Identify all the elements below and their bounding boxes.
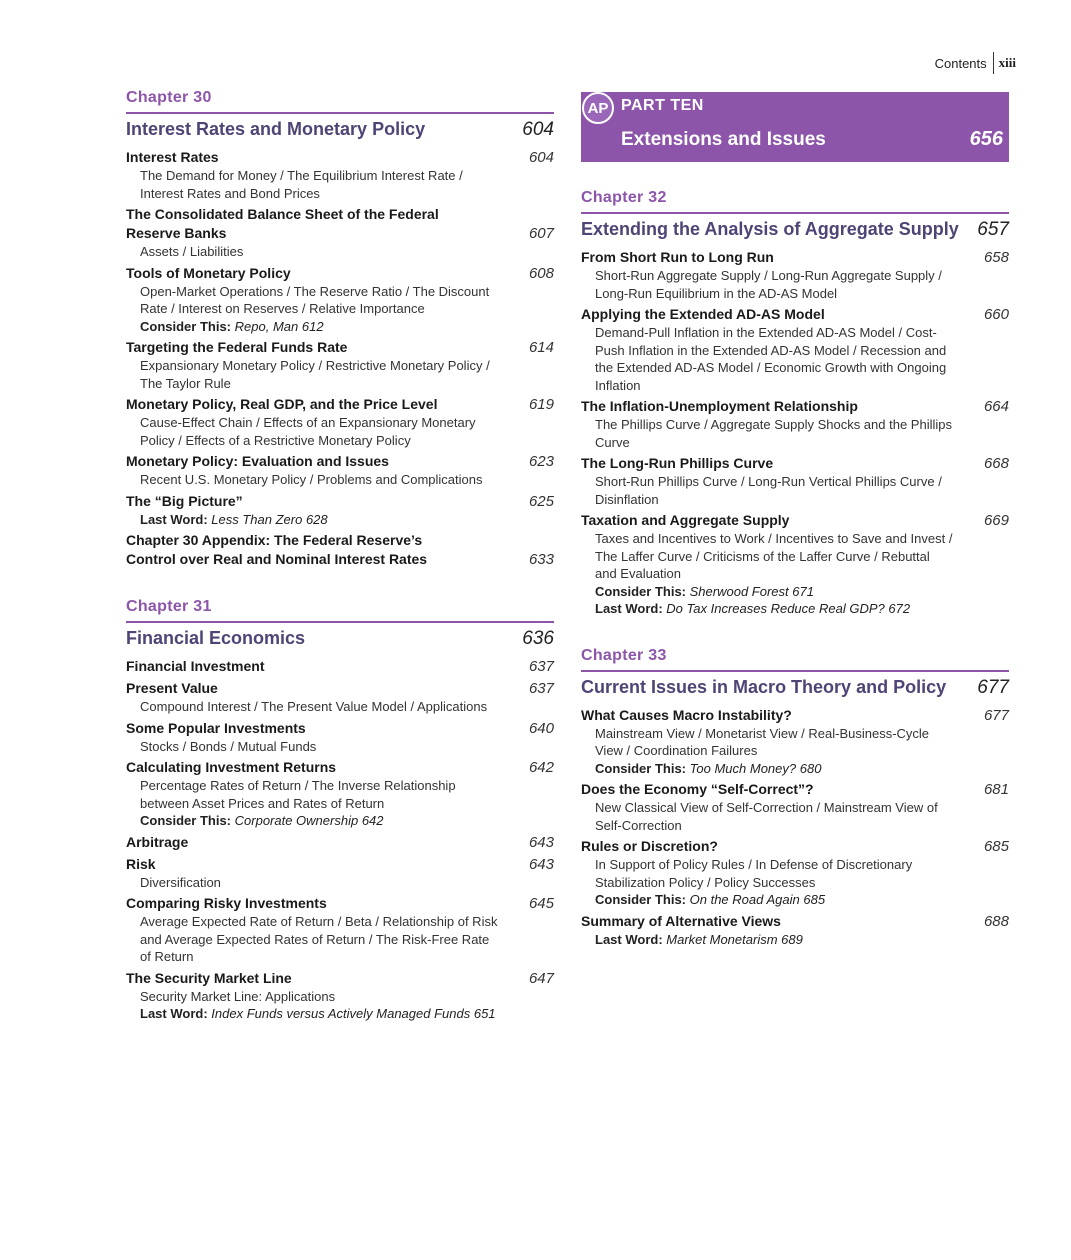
toc-section (126, 894, 554, 966)
feature-line (581, 891, 1009, 909)
section-topics: Security Market Line: Applications (140, 988, 336, 1004)
feature-label: Consider This: (595, 892, 687, 907)
section-heading (126, 205, 554, 243)
chapter-block (126, 597, 554, 1023)
toc-section (581, 248, 1009, 302)
section-heading (581, 780, 1009, 799)
chapter-heading (126, 621, 554, 651)
section-heading (126, 758, 554, 777)
toc-section (126, 531, 554, 569)
feature-title[interactable]: Repo, Man (234, 318, 299, 334)
section-page-number: 660 (983, 306, 1009, 323)
feature-label: Consider This: (595, 583, 687, 599)
toc-section (126, 492, 554, 529)
toc-section (126, 855, 554, 892)
section-page-number: 668 (983, 455, 1009, 472)
toc-section (126, 338, 554, 392)
toc-section (581, 780, 1009, 834)
feature-label: Consider This: (595, 760, 687, 776)
chapter-page-number: 677 (977, 676, 1009, 698)
part-title[interactable]: Extensions and Issues (621, 129, 826, 150)
feature-title[interactable]: On the Road Again (689, 892, 800, 907)
feature-line (126, 812, 554, 830)
section-heading (581, 397, 1009, 416)
feature-page-number: 671 (792, 583, 814, 599)
feature-page-number: 689 (781, 931, 803, 947)
toc-section (126, 264, 554, 336)
section-topics: The Demand for Money / The Equilibrium Interest Rate / Interest Rates and Bond Prices (140, 168, 463, 201)
section-page-number: 604 (528, 149, 554, 166)
section-title[interactable]: Targeting the Federal Funds Rate (126, 339, 348, 355)
section-topics: Percentage Rates of Return / The Inverse Relationship between Asset Prices and Rates of Return (140, 778, 456, 811)
section-topics: Cause-Effect Chain / Effects of an Expansionary Monetary Policy / Effects of a Restrictive Monetary Policy (140, 415, 476, 448)
section-page-number: 647 (528, 969, 554, 987)
section-title[interactable]: Present Value (126, 680, 218, 696)
toc-section (126, 758, 554, 830)
toc-section (581, 454, 1009, 508)
section-page-number: 633 (528, 551, 554, 568)
left-column (126, 88, 554, 1051)
toc-section (581, 397, 1009, 451)
section-heading (126, 338, 554, 357)
toc-section (581, 511, 1009, 618)
section-topics: Mainstream View / Monetarist View / Real-Business-Cycle View / Coordination Failures (595, 725, 930, 758)
section-title[interactable]: The Security Market Line (126, 969, 292, 986)
section-topics: Compound Interest / The Present Value Model / Applications (140, 699, 488, 714)
part-banner (581, 92, 1009, 162)
feature-line (126, 1005, 554, 1023)
section-topics: Average Expected Rate of Return / Beta / Relationship of Risk and Average Expected Rates of Return / The Risk-Free Rate of Return (140, 914, 498, 964)
section-heading (581, 912, 1009, 931)
feature-label: Consider This: (140, 813, 232, 828)
feature-line (126, 511, 554, 529)
section-heading (126, 679, 554, 698)
feature-label: Last Word: (595, 931, 663, 947)
right-column (581, 92, 1009, 976)
section-title[interactable]: Financial Investment (126, 658, 265, 674)
feature-label: Last Word: (595, 601, 663, 616)
toc-section (126, 148, 554, 202)
section-heading (126, 395, 554, 414)
section-page-number: 608 (528, 264, 554, 282)
section-page-number: 681 (983, 781, 1009, 798)
toc-section (581, 912, 1009, 949)
section-heading (581, 454, 1009, 473)
section-topics: Short-Run Aggregate Supply / Long-Run Aggregate Supply / Long-Run Equilibrium in the AD-AS Model (595, 268, 942, 301)
section-topics: Expansionary Monetary Policy / Restrictive Monetary Policy / The Taylor Rule (140, 358, 490, 391)
chapter-title[interactable]: Extending the Analysis of Aggregate Supply (581, 219, 959, 239)
feature-page-number: 612 (301, 318, 324, 334)
section-heading (581, 305, 1009, 324)
section-heading (126, 855, 554, 874)
chapter-heading (581, 212, 1009, 242)
section-title[interactable]: The “Big Picture” (126, 492, 243, 509)
section-page-number: 658 (983, 249, 1009, 266)
toc-section (581, 837, 1009, 909)
section-title[interactable]: Arbitrage (126, 833, 189, 850)
section-page-number: 623 (528, 453, 554, 470)
chapter-label: Chapter 31 (126, 598, 212, 615)
section-heading (126, 264, 554, 283)
chapter-page-number: 636 (522, 628, 554, 649)
section-title[interactable]: Monetary Policy, Real GDP, and the Price Level (126, 396, 438, 412)
section-title[interactable]: Comparing Risky Investments (126, 895, 327, 911)
section-heading (581, 248, 1009, 267)
part-page-number: 656 (969, 128, 1003, 150)
section-page-number: 645 (528, 895, 554, 912)
running-head-divider (993, 52, 994, 74)
section-topics: Demand-Pull Inflation in the Extended AD-AS Model / Cost-Push Inflation in the Extended AD-AS Model / Recession and the Extended AD-AS Model / Economic Growth with Ongoing Inflation (595, 325, 947, 393)
section-heading (126, 148, 554, 167)
feature-title[interactable]: Do Tax Increases Reduce Real GDP? (666, 601, 885, 616)
ap-badge-icon: AP (582, 92, 614, 124)
chapter-block (581, 188, 1009, 618)
feature-line (581, 600, 1009, 618)
toc-section (126, 969, 554, 1023)
feature-label: Consider This: (140, 318, 232, 334)
toc-section (581, 305, 1009, 394)
section-page-number: 677 (983, 706, 1009, 724)
feature-page-number: 651 (473, 1006, 496, 1021)
feature-label: Last Word: (140, 1006, 208, 1021)
chapter-block (581, 646, 1009, 949)
section-heading (126, 833, 554, 852)
section-title[interactable]: Does the Economy “Self-Correct”? (581, 781, 814, 797)
feature-page-number: 642 (361, 813, 384, 828)
toc-section (126, 395, 554, 449)
section-title[interactable]: The Consolidated Balance Sheet of the Federal Reserve Banks (126, 206, 439, 241)
section-page-number: 643 (528, 855, 554, 873)
section-topics: The Phillips Curve / Aggregate Supply Shocks and the Phillips Curve (595, 417, 952, 450)
section-heading (126, 452, 554, 471)
chapter-heading (126, 112, 554, 142)
feature-page-number: 685 (803, 892, 826, 907)
section-heading (126, 657, 554, 676)
section-heading (126, 719, 554, 738)
section-title[interactable]: Calculating Investment Returns (126, 759, 337, 775)
section-title[interactable]: Applying the Extended AD-AS Model (581, 306, 825, 322)
feature-title[interactable]: Corporate Ownership (234, 813, 359, 828)
section-page-number: 619 (528, 396, 554, 413)
section-page-number: 614 (528, 339, 554, 356)
section-topics: Diversification (140, 874, 221, 890)
toc-section (126, 833, 554, 852)
chapter-page-number: 657 (977, 219, 1009, 240)
running-head (935, 52, 1016, 74)
section-heading (581, 511, 1009, 530)
feature-page-number: 680 (799, 760, 822, 776)
section-page-number: 640 (528, 719, 554, 737)
running-head-label: Contents (934, 55, 987, 71)
section-title[interactable]: What Causes Macro Instability? (581, 706, 792, 723)
toc-section (126, 679, 554, 716)
section-page-number: 642 (528, 759, 554, 776)
toc-section (126, 657, 554, 676)
section-page-number: 669 (983, 512, 1009, 529)
feature-title[interactable]: Less Than Zero (211, 511, 303, 527)
feature-page-number: 672 (888, 601, 911, 616)
section-page-number: 625 (528, 492, 554, 510)
feature-line (581, 931, 1009, 949)
section-title[interactable]: Some Popular Investments (126, 719, 306, 736)
feature-label: Last Word: (140, 511, 208, 527)
feature-title[interactable]: Too Much Money? (689, 760, 797, 776)
section-title[interactable]: Risk (126, 855, 156, 872)
section-title[interactable]: The Inflation-Unemployment Relationship (581, 398, 858, 414)
chapter-label: Chapter 33 (581, 646, 667, 664)
section-title[interactable]: Monetary Policy: Evaluation and Issues (126, 453, 389, 469)
right-column-chapters (581, 188, 1009, 948)
toc-section (126, 719, 554, 756)
chapter-title[interactable]: Interest Rates and Monetary Policy (126, 119, 426, 139)
part-label: PART TEN (621, 97, 704, 114)
section-page-number: 643 (528, 833, 554, 851)
toc-section (581, 706, 1009, 778)
section-title[interactable]: Rules or Discretion? (581, 838, 718, 854)
section-topics: Stocks / Bonds / Mutual Funds (140, 738, 317, 754)
chapter-label: Chapter 32 (581, 189, 667, 206)
section-heading (126, 969, 554, 988)
section-title[interactable]: Chapter 30 Appendix: The Federal Reserve’s Control over Real and Nominal Interest Rates (126, 532, 428, 567)
section-heading (126, 492, 554, 511)
section-topics: Assets / Liabilities (140, 244, 244, 259)
section-heading (581, 837, 1009, 856)
section-page-number: 637 (528, 658, 554, 675)
chapter-page-number: 604 (522, 119, 554, 140)
toc-section (126, 205, 554, 261)
feature-line (581, 760, 1009, 778)
section-title[interactable]: Interest Rates (126, 149, 219, 165)
chapter-heading (581, 670, 1009, 700)
section-page-number: 685 (983, 838, 1009, 855)
toc-section (126, 452, 554, 489)
chapter-title[interactable]: Financial Economics (126, 628, 306, 648)
section-page-number: 637 (528, 680, 554, 697)
section-heading (126, 894, 554, 913)
feature-line (581, 583, 1009, 601)
section-page-number: 688 (983, 912, 1009, 930)
section-topics: In Support of Policy Rules / In Defense of Discretionary Stabilization Policy / Policy Successes (595, 857, 913, 890)
section-heading (126, 531, 554, 569)
running-head-page-number: xiii (998, 55, 1016, 70)
section-title[interactable]: Taxation and Aggregate Supply (581, 512, 790, 528)
section-title[interactable]: The Long-Run Phillips Curve (581, 455, 774, 471)
chapter-block (126, 88, 554, 569)
section-page-number: 664 (983, 398, 1009, 415)
chapter-title[interactable]: Current Issues in Macro Theory and Policy (581, 676, 947, 697)
section-title[interactable]: From Short Run to Long Run (581, 249, 774, 265)
feature-title[interactable]: Sherwood Forest (689, 583, 789, 599)
section-topics: New Classical View of Self-Correction / Mainstream View of Self-Correction (595, 800, 938, 833)
section-topics: Short-Run Phillips Curve / Long-Run Vertical Phillips Curve / Disinflation (595, 474, 942, 507)
section-topics: Open-Market Operations / The Reserve Ratio / The Discount Rate / Interest on Reserves / Relative Importance (140, 283, 490, 316)
feature-title[interactable]: Market Monetarism (666, 931, 778, 947)
section-topics: Recent U.S. Monetary Policy / Problems and Complications (140, 472, 483, 487)
chapter-label: Chapter 30 (126, 89, 212, 106)
feature-title[interactable]: Index Funds versus Actively Managed Funds (211, 1006, 471, 1021)
section-page-number: 607 (528, 225, 554, 242)
section-heading (581, 706, 1009, 725)
section-title[interactable]: Summary of Alternative Views (581, 912, 781, 929)
section-topics: Taxes and Incentives to Work / Incentives to Save and Invest / The Laffer Curve / Criticisms of the Laffer Curve / Rebuttal and Evaluation (595, 531, 953, 581)
feature-page-number: 628 (305, 511, 328, 527)
section-title[interactable]: Tools of Monetary Policy (126, 264, 291, 281)
feature-line (126, 318, 554, 336)
